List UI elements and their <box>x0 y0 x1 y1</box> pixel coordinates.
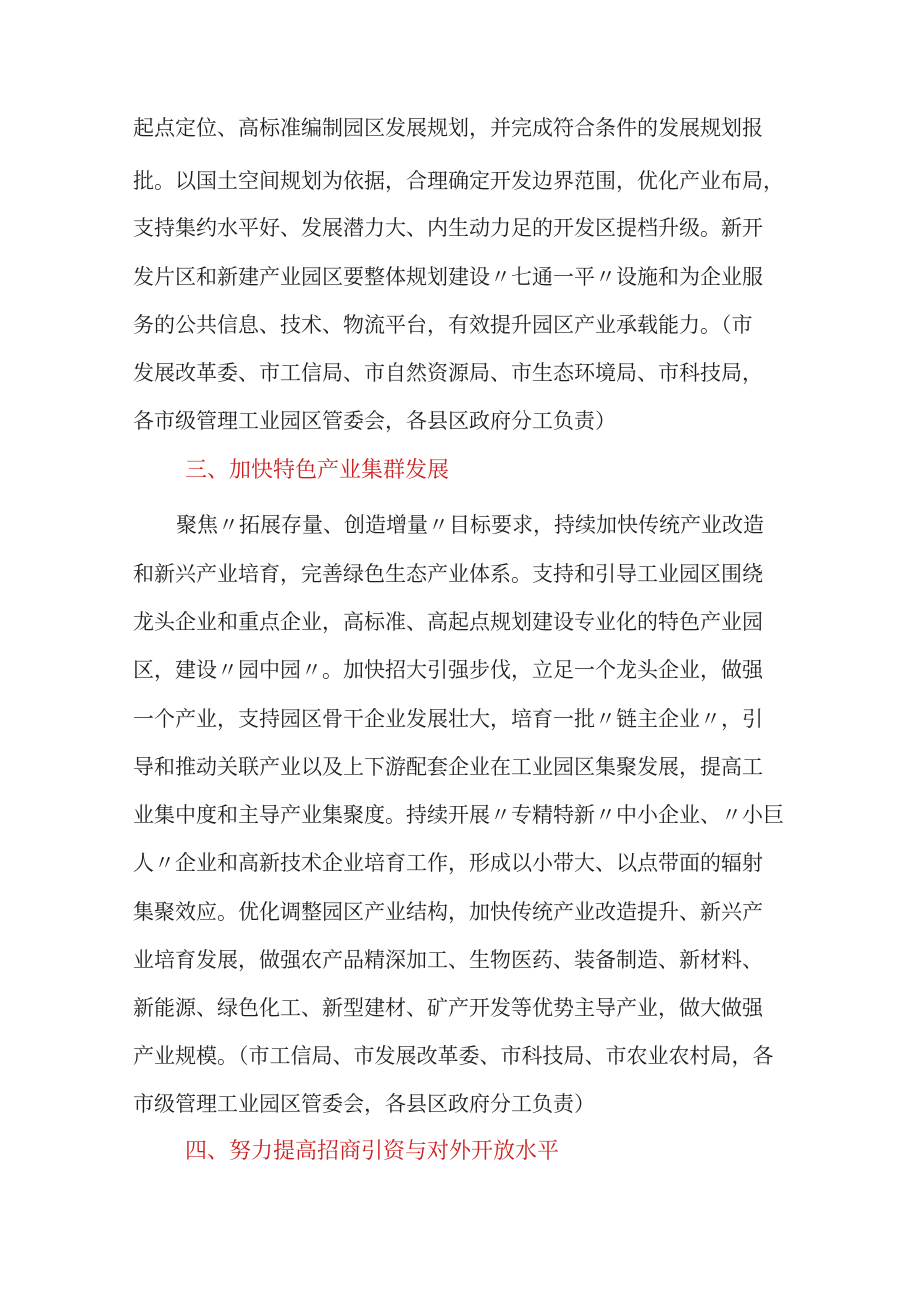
text-line: 务的公共信息、技术、物流平台，有效提升园区产业承载能力。（市 <box>133 313 753 337</box>
text-line: 起点定位、高标准编制园区发展规划，并完成符合条件的发展规划报 <box>133 116 763 140</box>
text-line: 发片区和新建产业园区要整体规划建设〃七通一平〃设施和为企业服 <box>133 265 763 289</box>
text-line: 导和推动关联产业以及上下游配套企业在工业园区集聚发展，提高工 <box>133 755 763 779</box>
text-line: 市级管理工业园区管委会，各县区政府分工负责） <box>133 1092 595 1116</box>
text-line: 龙头企业和重点企业，高标准、高起点规划建设专业化的特色产业园 <box>133 610 763 634</box>
text-line: 人〃企业和高新技术企业培育工作，形成以小带大、以点带面的辐射 <box>133 851 763 875</box>
text-line: 集聚效应。优化调整园区产业结构，加快传统产业改造提升、新兴产 <box>133 900 763 924</box>
text-line: 聚焦〃拓展存量、创造增量〃目标要求，持续加快传统产业改造 <box>176 513 764 537</box>
section-heading-4: 四、努力提高招商引资与对外开放水平 <box>185 1139 560 1164</box>
text-line: 和新兴产业培育，完善绿色生态产业体系。支持和引导工业园区围绕 <box>133 562 763 586</box>
text-line: 区，建设〃园中园〃。加快招大引强步伐，立足一个龙头企业，做强 <box>133 658 763 682</box>
text-line: 支持集约水平好、发展潜力大、内生动力足的开发区提档升级。新开 <box>133 216 763 240</box>
text-line: 发展改革委、市工信局、市自然资源局、市生态环境局、市科技局， <box>133 361 763 385</box>
text-line: 产业规模。（市工信局、市发展改革委、市科技局、市农业农村局，各 <box>133 1044 774 1068</box>
section-heading-3: 三、加快特色产业集群发展 <box>185 458 450 483</box>
text-line: 新能源、绿色化工、新型建材、矿产开发等优势主导产业，做大做强 <box>133 996 763 1020</box>
text-line: 业培育发展，做强农产品精深加工、生物医药、装备制造、新材料、 <box>133 948 763 972</box>
text-line: 批。以国土空间规划为依据，合理确定开发边界范围，优化产业布局， <box>133 169 784 193</box>
text-line: 一个产业，支持园区骨干企业发展壮大，培育一批〃链主企业〃，引 <box>133 707 763 731</box>
text-line: 业集中度和主导产业集聚度。持续开展〃专精特新〃中小企业、〃小巨 <box>133 803 784 827</box>
text-line: 各市级管理工业园区管委会，各县区政府分工负责） <box>133 409 616 433</box>
